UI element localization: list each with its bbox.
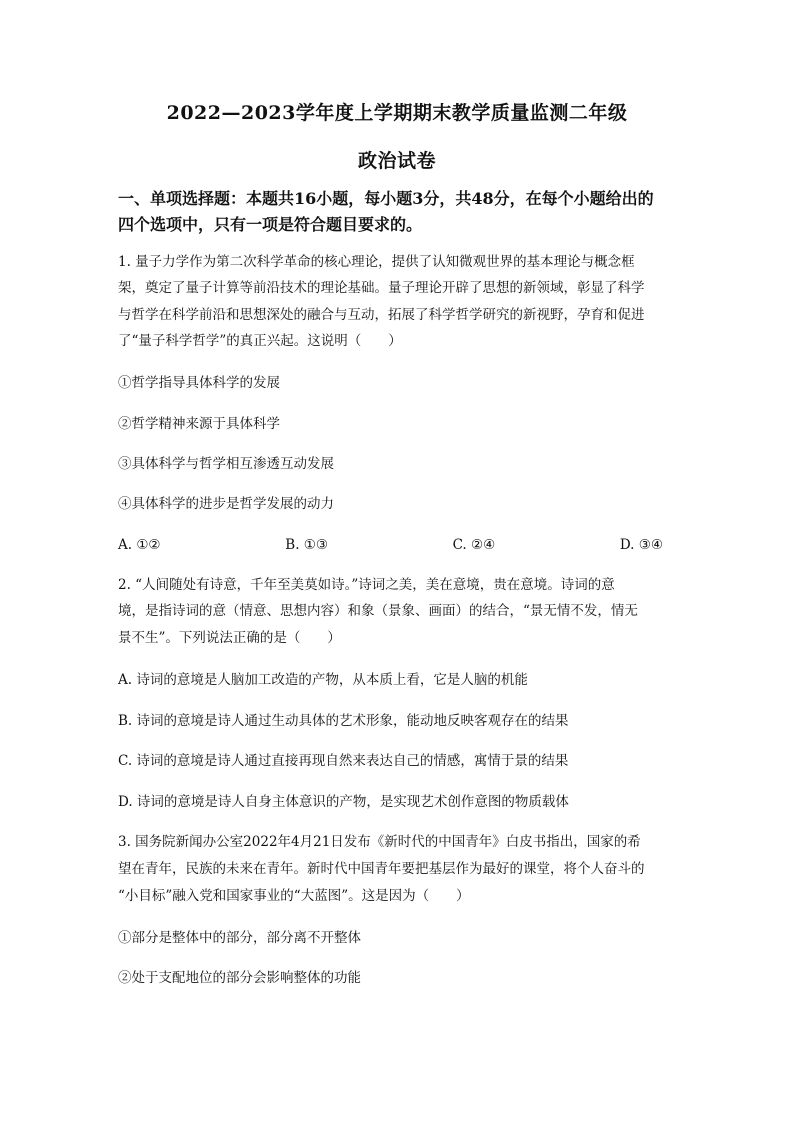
q2-choice-c: C. 诗词的意境是诗人通过直接再现自然来表达自己的情感，寓情于景的结果 [118, 753, 569, 769]
q2-choice-b: B. 诗词的意境是诗人通过生动具体的艺术形象，能动地反映客观存在的结果 [118, 713, 569, 729]
q1-choices [118, 535, 663, 555]
q2-choice-d: D. 诗词的意境是诗人自身主体意识的产物，是实现艺术创作意图的物质载体 [118, 794, 569, 810]
q1-statement-2: ②哲学精神来源于具体科学 [118, 416, 280, 432]
q1-choice-b: B. ①③ [285, 537, 328, 553]
q1-statement-1: ①哲学指导具体科学的发展 [118, 375, 280, 391]
q3-stem-line-3: “小目标”融入党和国家事业的“大蓝图”。这是因为（ ） [118, 888, 470, 904]
q1-choice-c: C. ②④ [452, 537, 496, 553]
q3-stem-line-2: 望在青年，民族的未来在青年。新时代中国青年要把基层作为最好的课堂，将个人奋斗的 [118, 861, 645, 877]
q3-statement-2: ②处于支配地位的部分会影响整体的功能 [118, 970, 361, 986]
q3-statement-1: ①部分是整体中的部分，部分离不开整体 [118, 930, 361, 946]
section-heading-line-1: 一、单项选择题：本题共16小题，每小题3分，共48分，在每个小题给出的 [118, 189, 654, 208]
q1-statement-4: ④具体科学的进步是哲学发展的动力 [118, 496, 334, 512]
section-heading-line-2: 四个选项中，只有一项是符合题目要求的。 [118, 215, 423, 234]
q1-stem-line-2: 架，奠定了量子计算等前沿技术的理论基础。量子理论开辟了思想的新领域，彰显了科学 [118, 280, 645, 296]
q3-stem-line-1: 3. 国务院新闻办公室2022年4月21日发布《新时代的中国青年》白皮书指出，国家的希 [118, 834, 641, 850]
exam-subtitle: 政治试卷 [357, 150, 436, 172]
q2-stem-line-1: 2. “人间随处有诗意，千年至美莫如诗。”诗词之美，美在意境，贵在意境。诗词的意 [118, 577, 615, 593]
q1-stem-line-1: 1. 量子力学作为第二次科学革命的核心理论，提供了认知微观世界的基本理论与概念框 [118, 254, 635, 270]
q1-stem-line-3: 与哲学在科学前沿和思想深处的融合与互动，拓展了科学哲学研究的新视野，孕育和促进 [118, 307, 645, 323]
q2-choice-a: A. 诗词的意境是人脑加工改造的产物，从本质上看，它是人脑的机能 [118, 672, 528, 688]
q1-choice-a: A. ①② [118, 537, 161, 553]
q1-choice-d: D. ③④ [619, 537, 663, 553]
q2-stem-line-2: 境，是指诗词的意（情意、思想内容）和象（景象、画面）的结合，“景无情不发，情无 [118, 603, 638, 619]
exam-title: 2022—2023学年度上学期期末教学质量监测二年级 [166, 102, 628, 124]
q1-statement-3: ③具体科学与哲学相互渗透互动发展 [118, 456, 334, 472]
q2-stem-line-3: 景不生”。下列说法正确的是（ ） [118, 630, 341, 646]
q1-stem-line-4: 了“量子科学哲学”的真正兴起。这说明（ ） [118, 333, 402, 349]
